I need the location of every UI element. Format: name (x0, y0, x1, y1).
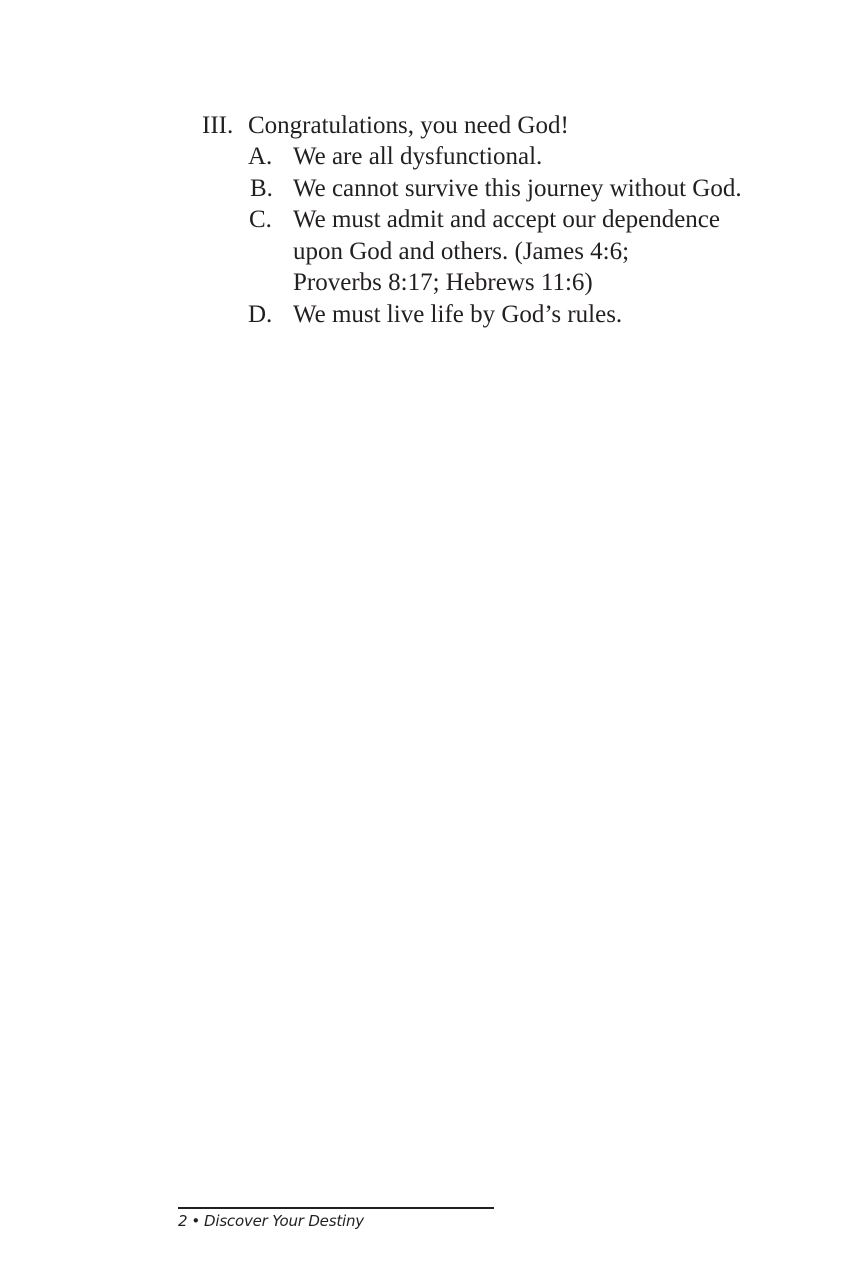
page-number: 2 (178, 1212, 188, 1230)
page-footer (178, 1210, 364, 1232)
outline-item-marker: A. (248, 143, 273, 170)
footer-separator: • (191, 1212, 200, 1230)
outline-heading-marker: III. (202, 112, 234, 139)
outline-item-marker: B. (250, 175, 273, 202)
outline-item-text: We must live life by God’s rules. (293, 301, 623, 328)
outline-item-text: We must admit and accept our dependence (293, 206, 720, 233)
outline-item-text: upon God and others. (James 4:6; (293, 238, 630, 265)
outline-item-text: We cannot survive this journey without God. (293, 175, 742, 202)
outline-heading-text: Congratulations, you need God! (248, 112, 569, 139)
outline-item-text: Proverbs 8:17; Hebrews 11:6) (293, 269, 593, 296)
running-title: Discover Your Destiny (204, 1212, 364, 1230)
footer-rule (178, 1207, 494, 1209)
outline-item-marker: D. (248, 301, 273, 328)
outline-item-marker: C. (249, 206, 272, 233)
outline-item-text: We are all dysfunctional. (293, 143, 543, 170)
